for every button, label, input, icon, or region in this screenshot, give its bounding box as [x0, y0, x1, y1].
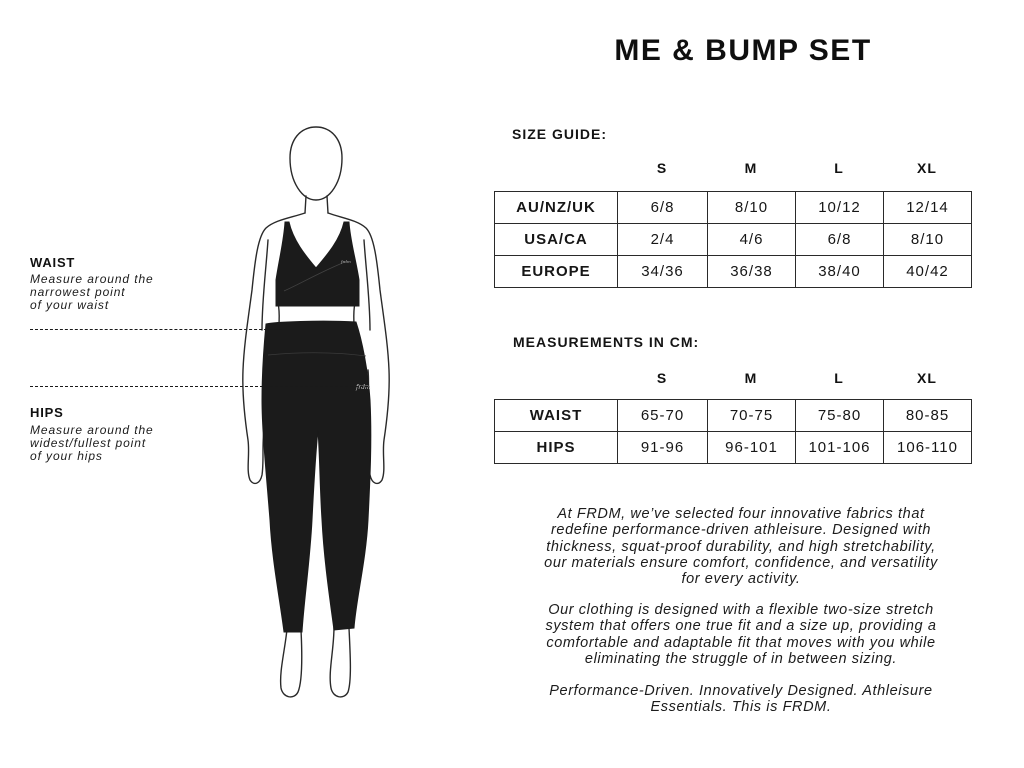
row-header: USA/CA — [495, 224, 618, 256]
column-header-m: M — [744, 370, 758, 386]
row-header: HIPS — [495, 432, 618, 464]
column-header-m: M — [744, 160, 758, 176]
text-line: narrowest point — [30, 285, 126, 299]
table-cell: 75-80 — [796, 400, 884, 432]
text-line: for every activity. — [681, 571, 801, 588]
column-header-l: L — [834, 160, 844, 176]
table-row — [495, 192, 972, 224]
text-line: Essentials. This is FRDM. — [650, 699, 832, 716]
text-line: Performance-Driven. Innovatively Designed. Athleisure — [549, 683, 933, 699]
left-foot-outline — [281, 629, 302, 697]
table-cell: 6/8 — [796, 224, 884, 256]
table-cell: 40/42 — [884, 256, 972, 288]
right-foot-outline — [330, 627, 350, 697]
row-header: EUROPE — [495, 256, 618, 288]
body-figure-illustration — [230, 120, 400, 710]
fabric-description — [508, 506, 974, 587]
brand-tagline — [508, 683, 974, 716]
table-cell: 80-85 — [884, 400, 972, 432]
table-cell: 2/4 — [618, 224, 708, 256]
table-cell: 36/38 — [708, 256, 796, 288]
column-header-s: S — [656, 370, 668, 386]
measurements-heading: MEASUREMENTS IN CM: — [513, 334, 700, 350]
measurements-table — [494, 399, 972, 464]
waist-measure-line — [30, 329, 282, 330]
hips-guide-title: HIPS — [30, 405, 64, 420]
table-row — [495, 432, 972, 464]
table-cell: 8/10 — [708, 192, 796, 224]
text-line: our materials ensure comfort, confidence, and versatility — [544, 554, 938, 571]
text-line: redefine performance-driven athleisure. Designed with — [551, 522, 931, 539]
table-cell: 6/8 — [618, 192, 708, 224]
text-line: eliminating the struggle of in between sizing. — [584, 650, 898, 667]
table-cell: 106-110 — [884, 432, 972, 464]
table-cell: 101-106 — [796, 432, 884, 464]
measurements-column-headers — [617, 370, 971, 386]
table-row — [495, 256, 972, 288]
table-cell: 65-70 — [618, 400, 708, 432]
hips-measure-line — [30, 386, 368, 387]
waist-guide-description — [30, 273, 220, 312]
table-row — [495, 224, 972, 256]
text-line: comfortable and adaptable fit that moves with you while — [546, 634, 936, 651]
table-cell: 38/40 — [796, 256, 884, 288]
row-header: AU/NZ/UK — [495, 192, 618, 224]
column-header-xl: XL — [917, 370, 937, 386]
text-line: widest/fullest point — [30, 436, 147, 450]
page-title: ME & BUMP SET — [614, 34, 872, 67]
table-cell: 70-75 — [708, 400, 796, 432]
column-header-s: S — [656, 160, 668, 176]
text-line: Measure around the — [30, 423, 154, 437]
table-row — [495, 400, 972, 432]
bra-logo: frdm — [341, 259, 351, 264]
table-cell: 96-101 — [708, 432, 796, 464]
row-header: WAIST — [495, 400, 618, 432]
text-line: thickness, squat-proof durability, and high stretchability, — [546, 538, 936, 555]
column-header-xl: XL — [917, 160, 937, 176]
head-outline — [290, 127, 342, 200]
table-cell: 8/10 — [884, 224, 972, 256]
hips-guide-description — [30, 424, 220, 463]
fit-description — [508, 602, 974, 667]
table-cell: 34/36 — [618, 256, 708, 288]
text-line: Measure around the — [30, 272, 154, 286]
text-line: of your hips — [30, 449, 103, 463]
table-cell: 4/6 — [708, 224, 796, 256]
size-guide-column-headers — [617, 160, 971, 176]
table-cell: 91-96 — [618, 432, 708, 464]
waist-guide-title: WAIST — [30, 255, 76, 270]
text-line: At FRDM, we’ve selected four innovative fabrics that — [557, 506, 925, 522]
size-guide-heading: SIZE GUIDE: — [512, 126, 608, 142]
table-cell: 10/12 — [796, 192, 884, 224]
leggings-logo: frdm — [356, 384, 371, 391]
size-guide-table — [494, 191, 972, 288]
text-line: of your waist — [30, 298, 110, 312]
text-line: Our clothing is designed with a flexible two-size stretch — [548, 602, 934, 618]
sports-bra — [276, 222, 359, 306]
leggings — [262, 321, 371, 632]
text-line: system that offers one true fit and a size up, providing a — [545, 618, 937, 635]
table-cell: 12/14 — [884, 192, 972, 224]
column-header-l: L — [834, 370, 844, 386]
